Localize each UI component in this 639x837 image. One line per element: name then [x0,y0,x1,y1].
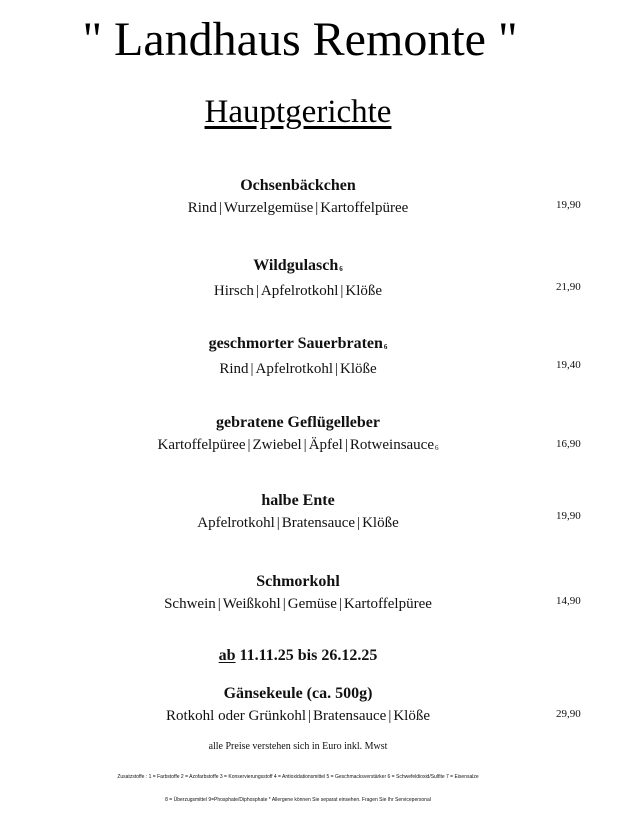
dish-special [0,684,596,726]
additives-legend: Zusatzstoffe : 1 = Farbstoffe 2 = Azofarbstoffe 3 = Konservierungsstoff 4 = Antioxidationsmittel 5 = Geschmacksverstärker 6 = Schwefeldioxid/Sulfite 7 = Eisensalze [117,774,479,780]
dish-name-text: Wildgulasch [253,257,339,274]
separator: | [357,515,361,531]
dish-name [0,572,596,592]
dish-item [0,491,596,533]
dish-price: 21,90 [556,281,581,293]
dish-name [0,176,596,196]
dish-name: Gänsekeule (ca. 500g) [223,685,373,702]
additive-mark: 6 [339,265,343,273]
separator: | [338,596,342,612]
dish-item [0,334,596,379]
dish-description [0,706,596,726]
dish-item [0,256,596,301]
price-note: alle Preise verstehen sich in Euro inkl. Mwst [208,741,388,752]
description-item: Rotweinsauce [349,437,434,453]
dish-item [0,413,596,458]
restaurant-title: " Landhaus Remonte " [82,13,518,66]
description-item: Apfelrotkohl [197,515,275,531]
description-item: Bratensauce [313,708,387,724]
description-item: Äpfel [308,437,343,453]
description-item: Apfelrotkohl [260,283,339,299]
description-item: Wurzelgemüse [223,200,314,216]
date-range [0,646,596,666]
separator: | [255,283,259,299]
section-heading: Hauptgerichte [204,94,392,130]
dish-description [0,513,596,533]
separator: | [340,283,344,299]
description-item: Gemüse [287,596,337,612]
dish-description [0,281,596,301]
separator: | [247,437,251,453]
dish-name-text: geschmorter Sauerbraten [208,335,383,352]
separator: | [335,361,339,377]
description-item: Zwiebel [252,437,302,453]
additive-mark: 6 [383,343,388,351]
separator: | [282,596,286,612]
description-item: Klöße [340,361,377,377]
description-item: Kartoffelpüree [320,200,409,216]
dish-name [0,256,596,279]
dish-name-text: Ochsenbäckchen [240,177,356,194]
description-item: Weißkohl [222,596,281,612]
dish-name [0,334,596,357]
description-item: Hirsch [213,283,254,299]
description-item: Klöße [393,708,430,724]
dish-name [0,491,596,511]
description-item: Rotkohl oder Grünkohl [166,708,306,724]
separator: | [218,200,222,216]
date-prefix: ab [218,647,236,664]
separator: | [217,596,221,612]
dish-description [0,435,596,458]
description-item: Rind [219,361,249,377]
description-item: Rind [187,200,217,216]
dish-price: 19,40 [556,359,581,371]
description-item: Kartoffelpüree [343,596,432,612]
dish-price: 19,90 [556,199,581,211]
dish-name-text: Schmorkohl [256,573,340,590]
date-text: 11.11.25 bis 26.12.25 [239,647,378,664]
dish-description [0,359,596,379]
dish-item [0,176,596,218]
dish-price: 14,90 [556,595,581,607]
dish-description [0,198,596,218]
dish-item [0,572,596,614]
allergen-note: 8 = Überzugsmittel 9=Phosphate/Diphosphate * Allergene können Sie separat einsehen. Fragen Sie Ihr Servicepersonal [165,797,431,803]
dish-name-text: halbe Ente [261,492,335,509]
separator: | [344,437,348,453]
additive-mark: 6 [435,444,439,452]
description-item: Klöße [345,283,383,299]
dish-price: 29,90 [556,708,581,720]
separator: | [276,515,280,531]
dish-name [0,413,596,433]
dish-name-text: gebratene Geflügelleber [216,414,380,431]
description-item: Kartoffelpüree [157,437,246,453]
description-item: Klöße [362,515,399,531]
separator: | [250,361,254,377]
separator: | [315,200,319,216]
description-item: Bratensauce [281,515,356,531]
dish-price: 16,90 [556,438,581,450]
separator: | [303,437,307,453]
description-item: Schwein [164,596,216,612]
separator: | [308,708,312,724]
dish-price: 19,90 [556,510,581,522]
description-item: Apfelrotkohl [255,361,333,377]
dish-description [0,594,596,614]
separator: | [388,708,392,724]
